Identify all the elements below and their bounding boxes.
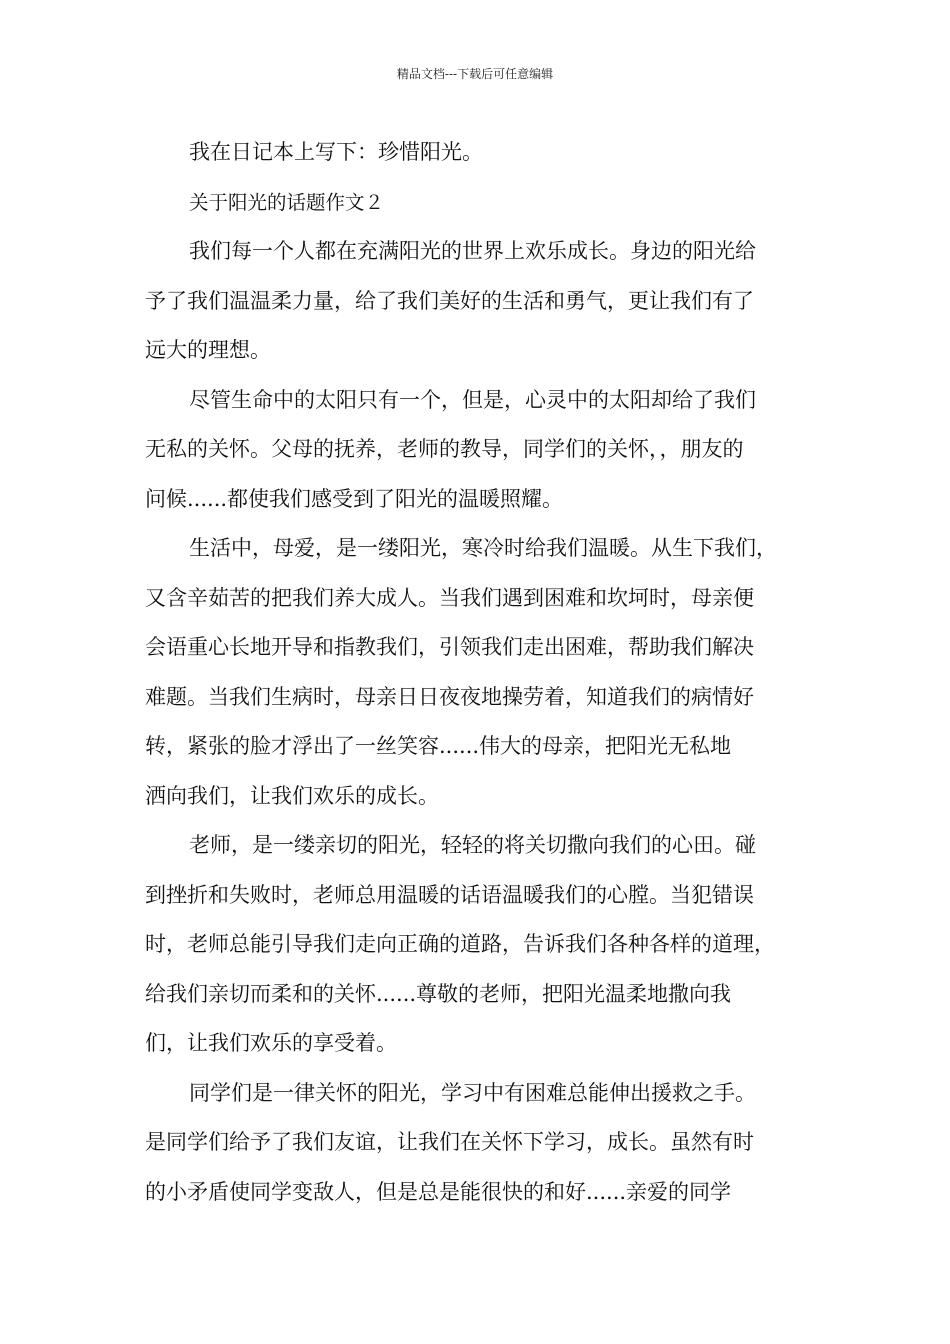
paragraph-line: 同学们是一律关怀的阳光，学习中有困难总能伸出援救之手。 xyxy=(189,1080,756,1105)
paragraph-line: 问候......都使我们感受到了阳光的温暖照耀。 xyxy=(145,486,564,511)
page-header-watermark: 精品文档---下载后可任意编辑 xyxy=(396,67,554,81)
paragraph-line: 们，让我们欢乐的享受着。 xyxy=(145,1031,397,1055)
paragraph-line: 的小矛盾使同学变敌人，但是总是能很快的和好......亲爱的同学 xyxy=(145,1179,732,1204)
paragraph-line: 予了我们温温柔力量，给了我们美好的生活和勇气，更让我们有了 xyxy=(145,288,754,313)
paragraph-line: 转，紧张的脸才浮出了一丝笑容......伟大的母亲，把阳光无私地 xyxy=(145,734,732,758)
paragraph-line: 我们每一个人都在充满阳光的世界上欢乐成长。身边的阳光给 xyxy=(189,239,756,263)
paragraph-line: 时，老师总能引导我们走向正确的道路，告诉我们各种各样的道理， xyxy=(145,932,775,956)
section-title: 关于阳光的话题作文２ xyxy=(189,190,385,214)
paragraph-line: 生活中，母爱，是一缕阳光，寒冷时给我们温暖。从生下我们， xyxy=(189,536,777,560)
paragraph-line: 给我们亲切而柔和的关怀......尊敬的老师，把阳光温柔地撒向我 xyxy=(145,981,732,1006)
paragraph-line: 难题。当我们生病时，母亲日日夜夜地操劳着，知道我们的病情好 xyxy=(145,684,754,709)
paragraph-line: 是同学们给予了我们友谊，让我们在关怀下学习，成长。虽然有时 xyxy=(145,1130,754,1154)
paragraph-line: 会语重心长地开导和指教我们，引领我们走出困难，帮助我们解决 xyxy=(145,635,754,659)
paragraph-line: 洒向我们，让我们欢乐的成长。 xyxy=(145,783,439,808)
document-body xyxy=(145,128,805,1217)
paragraph-line: 远大的理想。 xyxy=(145,338,271,362)
paragraph-line: 尽管生命中的太阳只有一个，但是，心灵中的太阳却给了我们 xyxy=(189,387,756,412)
paragraph-line: 无私的关怀。父母的抚养，老师的教导，同学们的关怀，，朋友的 xyxy=(145,437,744,461)
paragraph-line: 又含辛茹苦的把我们养大成人。当我们遇到困难和坎坷时，母亲便 xyxy=(145,585,754,610)
paragraph-line: 我在日记本上写下：珍惜阳光。 xyxy=(189,140,483,164)
paragraph-line: 到挫折和失败时，老师总用温暖的话语温暖我们的心膛。当犯错误 xyxy=(145,882,754,907)
paragraph-line: 老师，是一缕亲切的阳光，轻轻的将关切撒向我们的心田。碰 xyxy=(189,833,756,857)
